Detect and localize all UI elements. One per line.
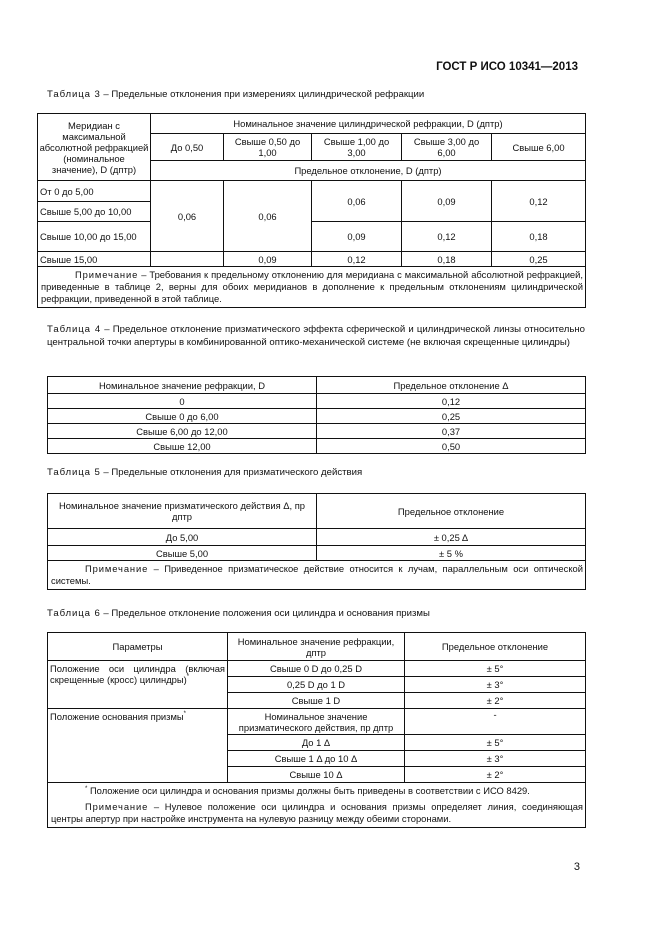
cell-value: 0,09 — [312, 222, 402, 252]
cell-value: 0,25 — [492, 252, 586, 267]
note-label: Примечание — [85, 801, 149, 812]
cell-value: Свыше 12,00 — [48, 439, 317, 454]
cell-value: Свыше 10 Δ — [228, 767, 405, 783]
cell-value: Свыше 5,00 — [48, 546, 317, 561]
cell-value: ± 3° — [405, 751, 586, 767]
note-label: Примечание — [75, 269, 139, 280]
cell-value: - — [405, 709, 586, 735]
cell-value: 0,12 — [402, 222, 492, 252]
nominal-cyl-header: Номинальное значение цилиндрической рефракции, D (дптр) — [151, 114, 586, 134]
cell-value: Свыше 0 до 6,00 — [48, 409, 317, 424]
cell-value: 0,06 — [312, 181, 402, 222]
param-cylinder-axis — [48, 661, 228, 709]
table5-title: – Предельные отклонения для призматического действия — [100, 467, 363, 478]
document-code: ГОСТ Р ИСО 10341—2013 — [436, 61, 578, 73]
cell-value: 0,25 D до 1 D — [228, 677, 405, 693]
row-label: Свыше 5,00 до 10,00 — [38, 202, 151, 222]
table-3 — [37, 113, 586, 308]
cell-value: Свыше 6,00 до 12,00 — [48, 424, 317, 439]
cell-value: 0,37 — [317, 424, 586, 439]
footnote-mark: * — [186, 674, 190, 680]
col-header: Номинальное значение рефракции, D — [48, 377, 317, 394]
table6-caption — [47, 608, 430, 621]
cell-value: Свыше 1 Δ до 10 Δ — [228, 751, 405, 767]
cell-value: ± 5 % — [317, 546, 586, 561]
cell-value: ± 0,25 Δ — [317, 529, 586, 546]
col-header: Номинальное значение призматического действия Δ, пр дптр — [48, 494, 317, 529]
cell-value: ± 2° — [405, 767, 586, 783]
cell-value: ± 5° — [405, 661, 586, 677]
param-text: Положение основания призмы — [50, 711, 184, 722]
cell-value: 0,06 — [224, 181, 312, 252]
note-label: Примечание — [85, 563, 149, 574]
table4-title: – Предельное отклонение призматического эффекта сферической и цилиндрической линзы относительно центральной точки апертуры в комбинированной оптико-механической системе (не включая скрещенные цилиндры) — [47, 324, 585, 348]
cell-value: 0,25 — [317, 409, 586, 424]
table4-caption — [47, 324, 585, 349]
table-4 — [47, 376, 586, 454]
col-header: До 0,50 — [151, 134, 224, 161]
table5-caption — [47, 467, 362, 480]
cell-value: ± 5° — [405, 735, 586, 751]
row-label: Свыше 10,00 до 15,00 — [38, 222, 151, 252]
note-text: – Требования к предельному отклонению для меридиана с максимальной абсолютной рефракцией, приведенные в таблице 2, верны для обоих меридианов в дополнение к предельным отклонениям цилиндрической рефракции, приведенной в этой таблице. — [41, 269, 583, 304]
col-header: Свыше 1,00 до 3,00 — [312, 134, 402, 161]
table6-footnote — [51, 785, 583, 797]
col-header: Параметры — [48, 633, 228, 661]
col-header: Предельное отклонение — [317, 494, 586, 529]
cell-value: 0,06 — [151, 181, 224, 252]
cell-value: ± 3° — [405, 677, 586, 693]
meridian-header: Меридиан с максимальной абсолютной рефракцией (номинальное значение), D (дптр) — [38, 114, 151, 181]
cell-value: 0 — [48, 394, 317, 409]
col-header: Свыше 0,50 до 1,00 — [224, 134, 312, 161]
cell-value: 0,50 — [317, 439, 586, 454]
note-text: – Приведенное призматическое действие относится к лучам, параллельным оси оптической системы. — [51, 563, 583, 586]
footnote-mark: * — [183, 711, 186, 717]
table3-title: – Предельные отклонения при измерениях цилиндрической рефракции — [100, 89, 425, 100]
footnote-mark: * — [85, 786, 88, 792]
empty-cell — [151, 252, 224, 267]
table5-label: Таблица 5 — [47, 467, 101, 478]
table4-label: Таблица 4 — [47, 324, 102, 335]
cell-value: Свыше 0 D до 0,25 D — [228, 661, 405, 677]
row-label: От 0 до 5,00 — [38, 181, 151, 202]
col-header: Предельное отклонение — [405, 633, 586, 661]
cell-value: 0,18 — [402, 252, 492, 267]
cell-value: Номинальное значение призматического действия, пр дптр — [228, 709, 405, 735]
table3-caption — [47, 89, 424, 102]
table5-note — [48, 561, 586, 590]
deviation-header: Предельное отклонение, D (дптр) — [151, 161, 586, 181]
page-number: 3 — [573, 861, 580, 873]
table-5 — [47, 493, 586, 590]
col-header: Свыше 6,00 — [492, 134, 586, 161]
footnote-text: Положение оси цилиндра и основания призмы должны быть приведены в соответствии с ИСО 8429. — [87, 785, 530, 796]
row-label: Свыше 15,00 — [38, 252, 151, 267]
table6-label: Таблица 6 — [47, 608, 101, 619]
cell-value: До 1 Δ — [228, 735, 405, 751]
table3-label: Таблица 3 — [47, 89, 101, 100]
table3-note — [38, 267, 586, 308]
cell-value: 0,09 — [402, 181, 492, 222]
cell-value: 0,12 — [492, 181, 586, 222]
col-header: Свыше 3,00 до 6,00 — [402, 134, 492, 161]
cell-value: 0,18 — [492, 222, 586, 252]
note-text: – Нулевое положение оси цилиндра и основания призмы определяет линия, соединяющая центры апертур при настройке инструмента на нулевую разницу между обеими сторонами. — [51, 801, 583, 824]
col-header: Предельное отклонение Δ — [317, 377, 586, 394]
cell-value: 0,09 — [224, 252, 312, 267]
cell-value: 0,12 — [317, 394, 586, 409]
table6-note — [51, 801, 583, 825]
col-header: Номинальное значение рефракции, дптр — [228, 633, 405, 661]
cell-value: Свыше 1 D — [228, 693, 405, 709]
table6-footnote-and-note — [48, 783, 586, 828]
param-prism-base — [48, 709, 228, 783]
table-6 — [47, 632, 586, 828]
cell-value: ± 2° — [405, 693, 586, 709]
table6-title: – Предельное отклонение положения оси цилиндра и основания призмы — [100, 608, 430, 619]
cell-value: До 5,00 — [48, 529, 317, 546]
cell-value: 0,12 — [312, 252, 402, 267]
param-text: Положение оси цилиндра (включая скрещенные (кросс) цилиндры) — [50, 663, 225, 685]
